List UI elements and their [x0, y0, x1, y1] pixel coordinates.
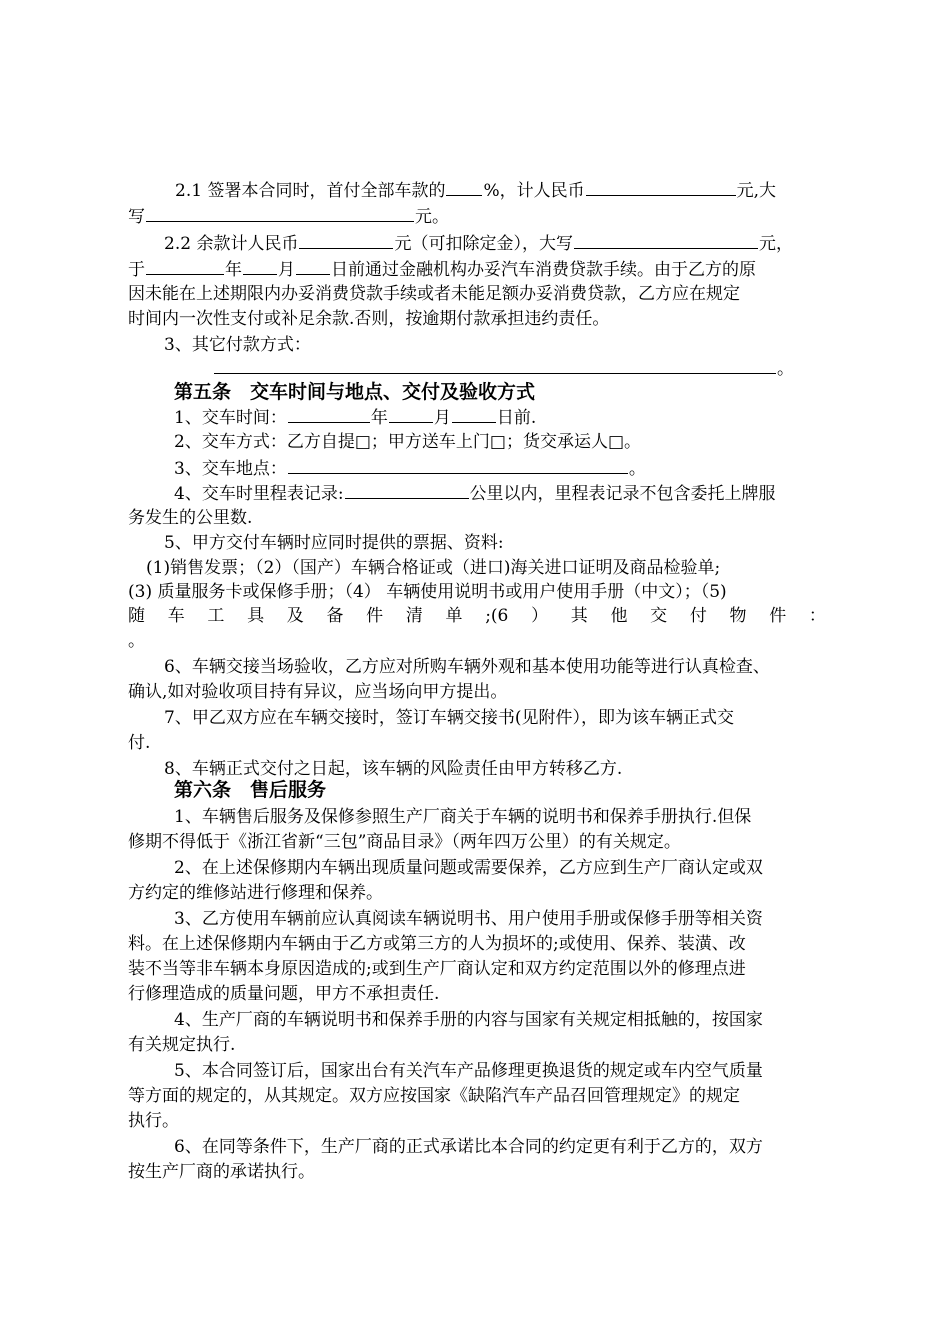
char: ： [808, 606, 826, 626]
char: 车 [167, 606, 185, 626]
article-5-title: 第五条 交车时间与地点、交付及验收方式 [174, 381, 536, 403]
clause-2-2-line-3: 因未能在上述期限内办妥消费贷款手续或者未能足额办妥消费贷款，乙方应在规定 [128, 284, 740, 304]
text: 月 [433, 408, 451, 428]
char: 及 [286, 606, 304, 626]
char: 具 [247, 606, 265, 626]
service-p4-line-2: 有关规定执行. [128, 1035, 236, 1055]
clause-2-1-line-2 [128, 204, 449, 229]
blank-odometer-km[interactable] [345, 481, 469, 499]
blank-loan-year[interactable] [146, 257, 224, 275]
documents-line-3 [128, 604, 826, 628]
text: 2.2 余款计人民币 [164, 234, 299, 254]
service-p2-line-2: 方约定的维修站进行修理和保养。 [128, 883, 383, 903]
blank-balance-uppercase[interactable] [574, 231, 758, 249]
text: 元， [758, 234, 793, 254]
blank-down-payment-uppercase[interactable] [146, 204, 414, 222]
text: 日前. [496, 408, 537, 428]
text: 年 [225, 260, 242, 280]
clause-2-2-line-2 [128, 257, 756, 282]
other-payment-label: 3、其它付款方式： [164, 335, 311, 355]
blank-down-payment-percent[interactable] [446, 178, 482, 196]
blank-loan-day[interactable] [296, 257, 330, 275]
char: 随 [128, 606, 145, 626]
article-6-title: 第六条 售后服务 [174, 779, 327, 801]
blank-delivery-place[interactable] [288, 456, 628, 474]
char: 交 [650, 606, 668, 626]
text: 。 [777, 359, 794, 379]
char: 件 [366, 606, 384, 626]
delivery-time-line [174, 405, 536, 430]
service-p3-line-4: 行修理造成的质量问题，甲方不承担责任. [128, 984, 440, 1004]
handover-line-1: 7、甲乙双方应在车辆交接时，签订车辆交接书(见附件），即为该车辆正式交 [164, 708, 734, 728]
char: 其 [570, 606, 588, 626]
delivery-place-line [174, 456, 646, 481]
service-p3-line-3: 装不当等非车辆本身原因造成的;或到生产厂商认定和双方约定范围以外的修理点进 [128, 959, 746, 979]
blank-other-payment[interactable] [214, 356, 776, 374]
service-p5-line-3: 执行。 [128, 1111, 179, 1131]
text: 3、交车地点： [174, 459, 287, 479]
delivery-method-line: 2、交车方式：乙方自提□；甲方送车上门□；货交承运人□。 [174, 432, 642, 452]
service-p1-line-1: 1、车辆售后服务及保修参照生产厂商关于车辆的说明书和保养手册执行.但保 [174, 807, 752, 827]
documents-heading: 5、甲方交付车辆时应同时提供的票据、资料: [164, 533, 504, 553]
clause-2-2-line-1 [164, 231, 793, 256]
text: %，计人民币 [483, 181, 585, 201]
text: 2.1 签署本合同时，首付全部车款的 [175, 181, 446, 201]
text: 1、交车时间： [174, 408, 287, 428]
inspection-line-1: 6、车辆交接当场验收，乙方应对所购车辆外观和基本使用功能等进行认真检查、 [164, 657, 770, 677]
service-p3-line-1: 3、乙方使用车辆前应认真阅读车辆说明书、用户使用手册或保修手册等相关资 [174, 909, 763, 929]
blank-delivery-day[interactable] [452, 405, 496, 423]
text: 元,大 [736, 181, 777, 201]
text: 元（可扣除定金），大写 [394, 234, 573, 254]
service-p6-line-2: 按生产厂商的承诺执行。 [128, 1162, 315, 1182]
char: 物 [729, 606, 747, 626]
text: 年 [370, 408, 388, 428]
service-p6-line-1: 6、在同等条件下，生产厂商的正式承诺比本合同的约定更有利于乙方的，双方 [174, 1137, 763, 1157]
clause-2-1-line-1 [175, 178, 776, 203]
char: 单 [445, 606, 463, 626]
documents-line-1: (1)销售发票；（2）（国产）车辆合格证或（进口)海关进口证明及商品检验单; [146, 558, 721, 578]
documents-line-4: 。 [128, 631, 145, 651]
inspection-line-2: 确认,如对验收项目持有异议，应当场向甲方提出。 [128, 682, 508, 702]
risk-transfer-line: 8、车辆正式交付之日起，该车辆的风险责任由甲方转移乙方. [164, 759, 623, 779]
char: 件 [769, 606, 787, 626]
service-p1-line-2: 修期不得低于《浙江省新“三包”商品目录》（两年四万公里）的有关规定。 [128, 832, 681, 852]
blank-loan-month[interactable] [243, 257, 277, 275]
char: 备 [326, 606, 344, 626]
service-p3-line-2: 料。在上述保修期内车辆由于乙方或第三方的人为损坏的;或使用、保养、装潢、改 [128, 934, 746, 954]
text: 日前通过金融机构办妥汽车消费贷款手续。由于乙方的原 [331, 260, 756, 280]
blank-delivery-year[interactable] [288, 405, 370, 423]
char: ;(6 [485, 606, 509, 626]
text: 元。 [415, 207, 449, 227]
char: 清 [405, 606, 423, 626]
service-p5-line-2: 等方面的规定的，从其规定。双方应按国家《缺陷汽车产品召回管理规定》的规定 [128, 1086, 740, 1106]
text: 。 [628, 459, 646, 479]
text: 4、交车时里程表记录: [174, 484, 344, 504]
blank-balance-amount[interactable] [299, 231, 393, 249]
text: 月 [278, 260, 295, 280]
char: 付 [689, 606, 707, 626]
char: 他 [610, 606, 628, 626]
odometer-line [174, 481, 776, 506]
text: 写 [128, 207, 145, 227]
other-payment-line [213, 356, 794, 381]
text: 公里以内，里程表记录不包含委托上牌服 [469, 484, 776, 504]
char: ） [531, 606, 549, 626]
service-p5-line-1: 5、本合同签订后，国家出台有关汽车产品修理更换退货的规定或车内空气质量 [174, 1061, 763, 1081]
service-p4-line-1: 4、生产厂商的车辆说明书和保养手册的内容与国家有关规定相抵触的，按国家 [174, 1010, 763, 1030]
service-p2-line-1: 2、在上述保修期内车辆出现质量问题或需要保养，乙方应到生产厂商认定或双 [174, 858, 763, 878]
blank-down-payment-amount[interactable] [586, 178, 736, 196]
odometer-line-2: 务发生的公里数. [128, 508, 253, 528]
documents-line-2: (3) 质量服务卡或保修手册；（4） 车辆使用说明书或用户使用手册（中文）；（5) [128, 582, 727, 602]
clause-2-2-line-4: 时间内一次性支付或补足余款.否则，按逾期付款承担违约责任。 [128, 309, 610, 329]
text: 于 [128, 260, 145, 280]
char: 工 [207, 606, 225, 626]
blank-delivery-month[interactable] [389, 405, 433, 423]
handover-line-2: 付. [128, 733, 151, 753]
